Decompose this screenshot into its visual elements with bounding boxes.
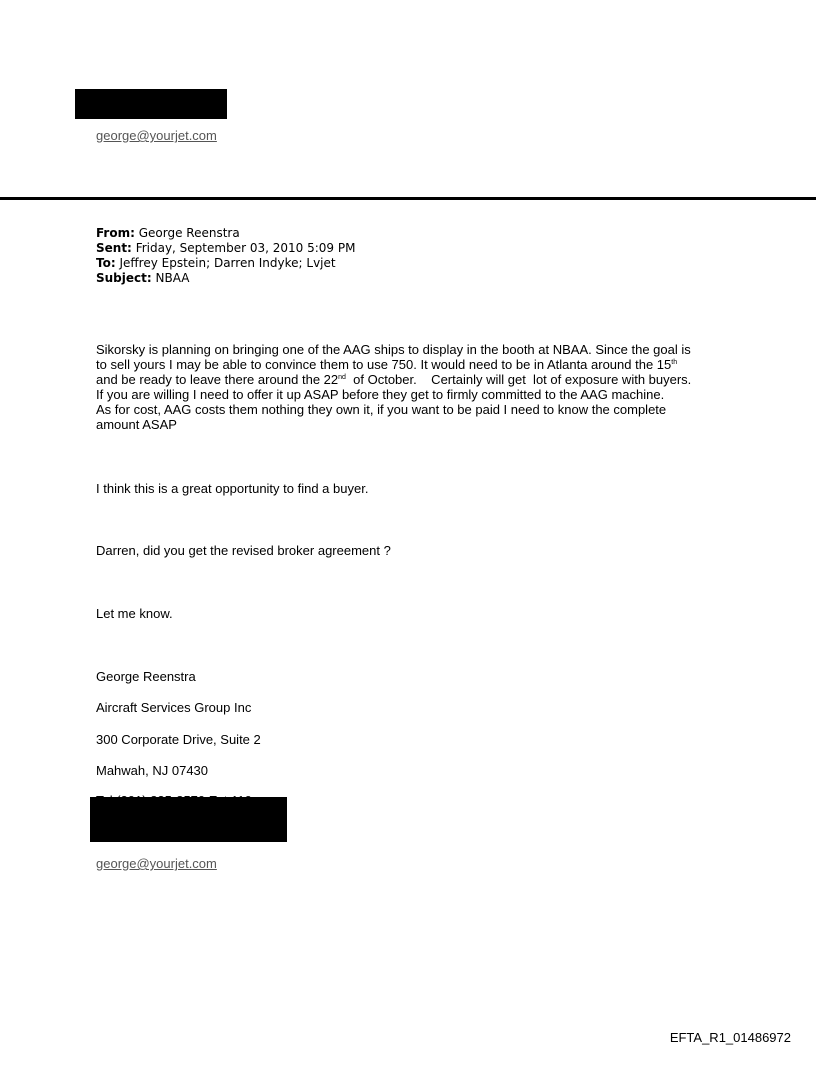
to-label: To: <box>96 256 116 270</box>
ordinal-suffix-th: th <box>671 359 678 366</box>
paragraph-line-1: Sikorsky is planning on bringing one of the AAG ships to display in the booth at NBAA. Since the goal is <box>96 342 691 357</box>
paragraph-line-3 <box>96 372 691 387</box>
main-paragraph <box>96 342 691 432</box>
redaction-bar-bottom <box>90 797 287 842</box>
from-label: From: <box>96 226 135 240</box>
bottom-email-link[interactable]: george@yourjet.com <box>96 856 217 871</box>
sent-label: Sent: <box>96 241 132 255</box>
paragraph-line-5: As for cost, AAG costs them nothing they own it, if you want to be paid I need to know the complete <box>96 402 667 417</box>
subject-value: NBAA <box>155 271 190 285</box>
top-email-link[interactable]: george@yourjet.com <box>96 128 217 143</box>
signature-city: Mahwah, NJ 07430 <box>96 763 209 778</box>
darren-question-line: Darren, did you get the revised broker agreement ? <box>96 543 391 558</box>
paragraph-line-4: If you are willing I need to offer it up ASAP before they get to firmly committed to the AAG machine. <box>96 387 665 402</box>
from-line <box>96 226 355 241</box>
to-line <box>96 256 355 271</box>
signature-address: 300 Corporate Drive, Suite 2 <box>96 732 261 747</box>
subject-label: Subject: <box>96 271 152 285</box>
document-id: EFTA_R1_01486972 <box>669 1030 791 1045</box>
signature-company: Aircraft Services Group Inc <box>96 700 252 715</box>
header-divider <box>0 197 816 200</box>
to-value: Jeffrey Epstein; Darren Indyke; Lvjet <box>119 256 336 270</box>
subject-line <box>96 271 355 286</box>
sent-line <box>96 241 355 256</box>
paragraph-line-3-text-b: of October. Certainly will get lot of exposure with buyers. <box>345 372 692 387</box>
opportunity-line: I think this is a great opportunity to find a buyer. <box>96 481 369 496</box>
sent-value: Friday, September 03, 2010 5:09 PM <box>135 241 356 255</box>
paragraph-line-2-text: to sell yours I may be able to convince them to use 750. It would need to be in Atlanta around the 15 <box>96 357 672 372</box>
redaction-bar-top <box>75 89 227 119</box>
let-me-know-line: Let me know. <box>96 606 173 621</box>
paragraph-line-3-text-a: and be ready to leave there around the 22 <box>96 372 339 387</box>
signature-name: George Reenstra <box>96 669 196 684</box>
email-headers <box>96 226 355 286</box>
ordinal-suffix-nd: nd <box>338 374 346 381</box>
paragraph-line-2 <box>96 357 691 372</box>
from-value: George Reenstra <box>138 226 240 240</box>
paragraph-line-6: amount ASAP <box>96 417 177 432</box>
